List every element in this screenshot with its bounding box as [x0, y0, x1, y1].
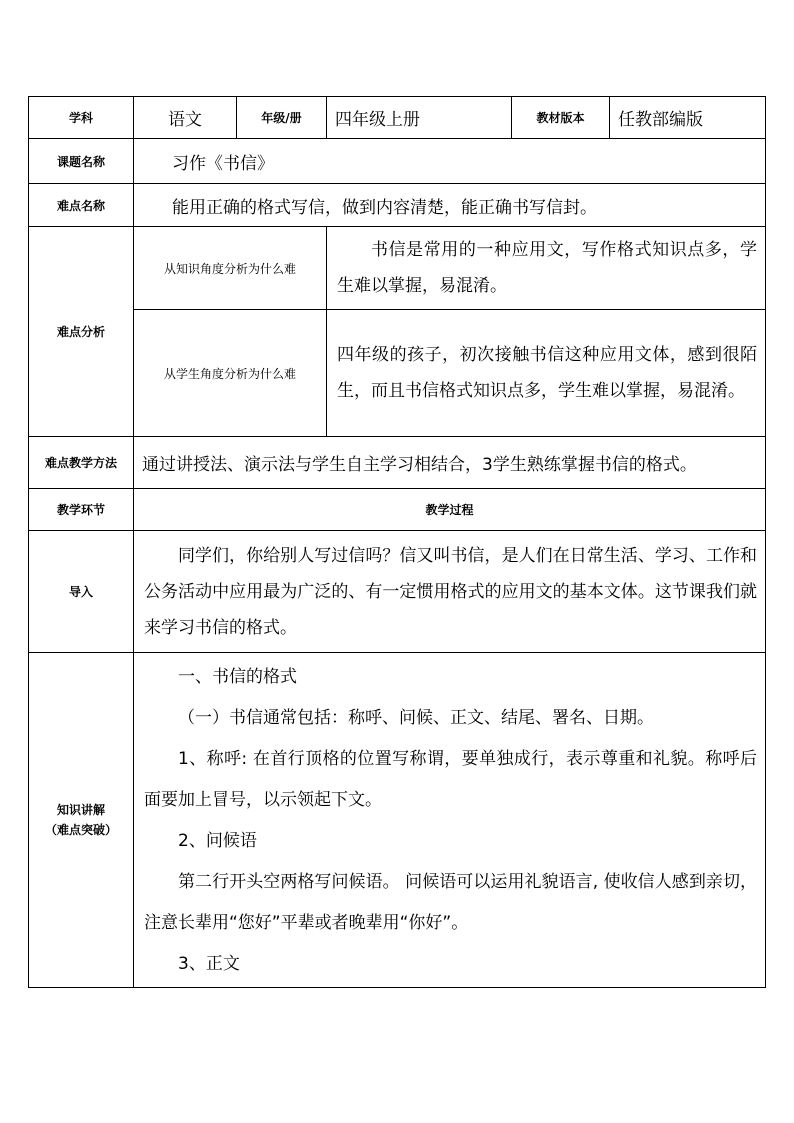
student-angle-label: 从学生角度分析为什么难	[134, 310, 327, 437]
knowledge-paragraph: 3、正文	[178, 954, 240, 974]
student-angle-text: 四年级的孩子，初次接触书信这种应用文体，感到很陌生，而且书信格式知识点多，学生难以掌握，易混淆。	[327, 310, 766, 437]
knowledge-label-line1: 知识讲解	[56, 803, 105, 817]
method-value: 通过讲授法、演示法与学生自主学习相结合，3学生熟练掌握书信的格式。	[134, 437, 766, 489]
topic-row	[29, 139, 766, 184]
analysis-knowledge-row	[29, 227, 766, 310]
knowledge-label-line2: （难点突破）	[44, 823, 117, 837]
header-row	[29, 97, 766, 139]
difficulty-value: 能用正确的格式写信，做到内容清楚，能正确书写信封。	[134, 184, 766, 227]
intro-label: 导入	[29, 531, 134, 653]
knowledge-paragraph: （一）书信通常包括：称呼、问候、正文、结尾、署名、日期。	[178, 708, 654, 728]
grade-label: 年级/册	[237, 97, 327, 139]
process-header: 教学过程	[134, 489, 766, 531]
edition-label: 教材版本	[512, 97, 610, 139]
method-row	[29, 437, 766, 489]
subject-label: 学科	[29, 97, 134, 139]
knowledge-angle-label: 从知识角度分析为什么难	[134, 227, 327, 310]
knowledge-paragraph: 2、问候语	[178, 831, 257, 851]
topic-label: 课题名称	[29, 139, 134, 184]
knowledge-paragraph: 第二行开头空两格写问候语。 问候语可以运用礼貌语言, 使收信人感到亲切，注意长辈用“您好”平辈或者晚辈用“你好”。	[144, 872, 757, 933]
topic-value: 习作《书信》	[134, 139, 766, 184]
knowledge-paragraph: 1、称呼: 在首行顶格的位置写称谓，要单独成行，表示尊重和礼貌。称呼后面要加上冒号，以示领起下文。	[144, 749, 757, 810]
analysis-label: 难点分析	[29, 227, 134, 437]
analysis-student-row	[29, 310, 766, 437]
edition-value: 任教部编版	[610, 97, 766, 139]
difficulty-label: 难点名称	[29, 184, 134, 227]
intro-text: 同学们，你给别人写过信吗？信又叫书信，是人们在日常生活、学习、工作和公务活动中应用最为广泛的、有一定惯用格式的应用文的基本文体。这节课我们就来学习书信的格式。	[134, 531, 766, 653]
knowledge-content	[134, 653, 766, 988]
subject-value: 语文	[134, 97, 237, 139]
knowledge-angle-text: 书信是常用的一种应用文，写作格式知识点多，学生难以掌握，易混淆。	[327, 227, 766, 310]
knowledge-label	[29, 653, 134, 988]
knowledge-row	[29, 653, 766, 988]
stage-header: 教学环节	[29, 489, 134, 531]
process-header-row	[29, 489, 766, 531]
difficulty-row	[29, 184, 766, 227]
intro-row	[29, 531, 766, 653]
method-label: 难点教学方法	[29, 437, 134, 489]
knowledge-paragraph: 一、书信的格式	[178, 667, 297, 687]
lesson-plan-table	[28, 96, 766, 988]
grade-value: 四年级上册	[327, 97, 512, 139]
